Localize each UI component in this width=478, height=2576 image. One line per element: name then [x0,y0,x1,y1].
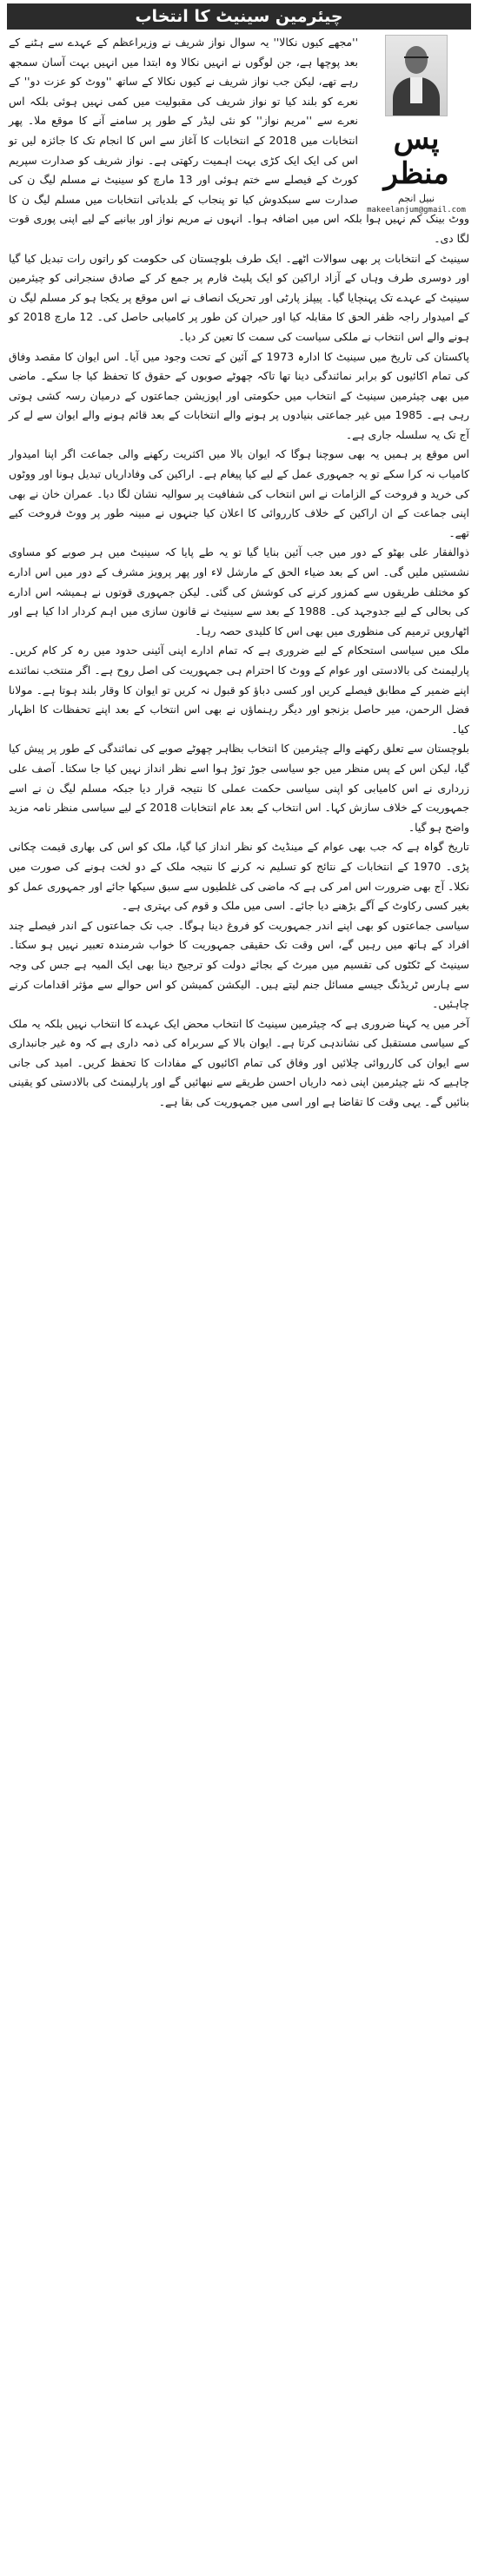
paragraph: بلوچستان سے تعلق رکھنے والے چیئرمین کا انتخاب بظاہر چھوٹے صوبے کی نمائندگی کے طور پر پیش کیا گیا، لیکن اس کے پس منظر میں جو سیاسی جوڑ توڑ ہوا اسے نظر انداز نہیں کیا جا سکتا۔ آصف علی زرداری نے اس کامیابی کو اپنی سیاسی حکمت عملی کا نتیجہ قرار دیا جبکہ مسلم لیگ ن نے اسے جمہوریت کے خلاف سازش کہا۔ اس انتخاب کے بعد عام انتخابات 2018 کے لیے سیاسی منظر نامہ مزید واضح ہو گیا۔ [9,742,469,834]
author-email: makeelanjum@gmail.com [367,206,466,215]
paragraph: تاریخ گواہ ہے کہ جب بھی عوام کے مینڈیٹ کو نظر انداز کیا گیا، ملک کو اس کی بھاری قیمت چکانی پڑی۔ 1970 کے انتخابات کے نتائج کو تسلیم نہ کرنے کا نتیجہ ملک کے دو لخت ہونے کی صورت میں نکلا۔ آج بھی ضرورت اس امر کی ہے کہ ماضی کی غلطیوں سے سبق سیکھا جائے اور جمہوری عمل کو بغیر کسی رکاوٹ کے آگے بڑھنے دیا جائے۔ اسی میں ملک و قوم کی بہتری ہے۔ [9,840,469,913]
paragraph: ذوالفقار علی بھٹو کے دور میں جب آئین بنایا گیا تو یہ طے پایا کہ سینیٹ میں ہر صوبے کو مساوی نشستیں ملیں گی۔ اس کے بعد ضیاء الحق کے مارشل لاء اور پھر پرویز مشرف کے دور میں اس ادارے کو مختلف طریقوں سے کمزور کرنے کی کوشش کی گئی۔ لیکن جمہوری قوتوں نے ہمیشہ اس ادارے کی بحالی کے لیے جدوجہد کی۔ 1988 کے بعد سے سینیٹ نے قانون سازی میں اہم کردار ادا کیا ہے اور اٹھارویں ترمیم کی منظوری میں بھی اس کا کلیدی حصہ رہا۔ [9,545,469,637]
column-name: پس منظر [383,122,449,191]
article-body [9,33,469,2552]
paragraph: سیاسی جماعتوں کو بھی اپنے اندر جمہوریت کو فروغ دینا ہوگا۔ جب تک جماعتوں کے اندر فیصلے چند افراد کے ہاتھ میں رہیں گے، اس وقت تک حقیقی جمہوریت کا خواب شرمندہ تعبیر نہیں ہو سکتا۔ سینیٹ کے ٹکٹوں کی تقسیم میں میرٹ کے بجائے دولت کو ترجیح دینا بھی ایک المیہ ہے جس کی وجہ سے ہارس ٹریڈنگ جیسے مسائل جنم لیتے ہیں۔ الیکشن کمیشن کو اس حوالے سے مؤثر اقدامات کرنے چاہئیں۔ [9,918,469,1011]
headline: چیئرمین سینیٹ کا انتخاب [7,3,471,30]
paragraph: ملک میں سیاسی استحکام کے لیے ضروری ہے کہ تمام ادارے اپنی آئینی حدود میں رہ کر کام کریں۔ پارلیمنٹ کی بالادستی اور عوام کے ووٹ کا احترام ہی جمہوریت کی اصل روح ہے۔ اگر منتخب نمائندے اپنے ضمیر کے مطابق فیصلے کریں اور کسی دباؤ کو قبول نہ کریں تو ایوان کا وقار بلند ہوتا ہے۔ مولانا فضل الرحمن، میر حاصل بزنجو اور دیگر رہنماؤں نے بھی اس انتخاب کے بعد اپنے تحفظات کا اظہار کیا۔ [9,644,469,736]
paragraph: آخر میں یہ کہنا ضروری ہے کہ چیئرمین سینیٹ کا انتخاب محض ایک عہدے کا انتخاب نہیں بلکہ یہ ملک کے سیاسی مستقبل کی نشاندہی کرتا ہے۔ ایوان بالا کے سربراہ کی ذمہ داری ہے کہ وہ غیر جانبداری سے ایوان کی کارروائی چلائیں اور وفاق کی تمام اکائیوں کے مفادات کا تحفظ کریں۔ امید کی جانی چاہیے کہ نئے چیئرمین اپنی ذمہ داریاں احسن طریقے سے نبھائیں گے اور پارلیمنٹ کی بالادستی کو یقینی بنائیں گے۔ یہی وقت کا تقاضا ہے اور اسی میں جمہوریت کی بقا ہے۔ [9,1016,469,1109]
paragraph: سینیٹ کے انتخابات پر بھی سوالات اٹھے۔ ایک طرف بلوچستان کی حکومت کو راتوں رات تبدیل کیا گیا اور دوسری طرف وہاں کے آزاد اراکین کو ایک پلیٹ فارم پر جمع کر کے صادق سنجرانی کو چیئرمین سینیٹ کے عہدے تک پہنچایا گیا۔ پیپلز پارٹی اور تحریک انصاف نے اس موقع پر یکجا ہو کر مسلم لیگ ن کے امیدوار راجہ ظفر الحق کا مقابلہ کیا اور حیران کن طور پر کامیابی حاصل کی۔ 12 مارچ 2018 کو ہونے والے اس انتخاب نے ملکی سیاست کی سمت کا تعین کر دیا۔ [9,251,469,343]
author-name: نبیل انجم [397,193,435,204]
paragraph: اس موقع پر ہمیں یہ بھی سوچنا ہوگا کہ ایوان بالا میں اکثریت رکھنے والی جماعت اگر اپنا امیدوار کامیاب نہ کرا سکے تو یہ جمہوری عمل کے لیے کیا پیغام ہے۔ اراکین کی وفاداریاں تبدیل ہونا اور ووٹوں کی خرید و فروخت کے الزامات نے اس انتخاب کی شفافیت پر سوالیہ نشان لگا دیا۔ عمران خان نے بھی اپنی جماعت کے ان اراکین کے خلاف کارروائی کا اعلان کیا جنہوں نے مبینہ طور پر ووٹ فروخت کیے تھے۔ [9,447,469,539]
paragraph: ''مجھے کیوں نکالا'' یہ سوال نواز شریف نے وزیراعظم کے عہدے سے ہٹنے کے بعد پوچھا ہے، جن لوگوں نے انہیں نکالا وہ ابتدا میں انہیں بہت آسان سمجھ رہے تھے، لیکن جب نواز شریف نے کیوں نکالا کے ساتھ ''ووٹ کو عزت دو'' کے نعرے کو بلند کیا تو نواز شریف کی مقبولیت میں کمی نہیں ہوئی بلکہ اس نعرے سے ''مریم نواز'' کو نئی لیڈر کے طور پر سامنے آنے کا موقع ملا۔ پھر انتخابات میں 2018 کے انتخابات کا آغاز سے اس کا انجام تک کا جائزہ لیں تو اس کی ایک ایک کڑی بہت اہمیت رکھتی ہے۔ نواز شریف کو صدارت سپریم کورٹ کے فیصلے سے ختم ہوئی اور 13 مارچ کو سینیٹ نے مسلم لیگ ن کی صدارت سے سبکدوش کیا تو پنجاب کے بلدیاتی انتخابات میں مسلم لیگ ن کا ووٹ بینک کم نہیں ہوا بلکہ اس میں اضافہ ہوا۔ انہوں نے مریم نواز اور بیانیے کے لیے اپنی پوری قوت لگا دی۔ [9,36,469,245]
paragraph: پاکستان کی تاریخ میں سینیٹ کا ادارہ 1973 کے آئین کے تحت وجود میں آیا۔ اس ایوان کا مقصد وفاق کی تمام اکائیوں کو برابر نمائندگی دینا تھا تاکہ چھوٹے صوبوں کے حقوق کا تحفظ کیا جا سکے۔ ماضی میں بھی چیئرمین سینیٹ کے انتخاب میں حکومتی اور اپوزیشن جماعتوں کے درمیان رسہ کشی ہوتی رہی ہے۔ 1985 میں غیر جماعتی بنیادوں پر ہونے والے انتخابات کے بعد قائم ہونے والے ایوان سے لے کر آج تک یہ سلسلہ جاری ہے۔ [9,349,469,441]
